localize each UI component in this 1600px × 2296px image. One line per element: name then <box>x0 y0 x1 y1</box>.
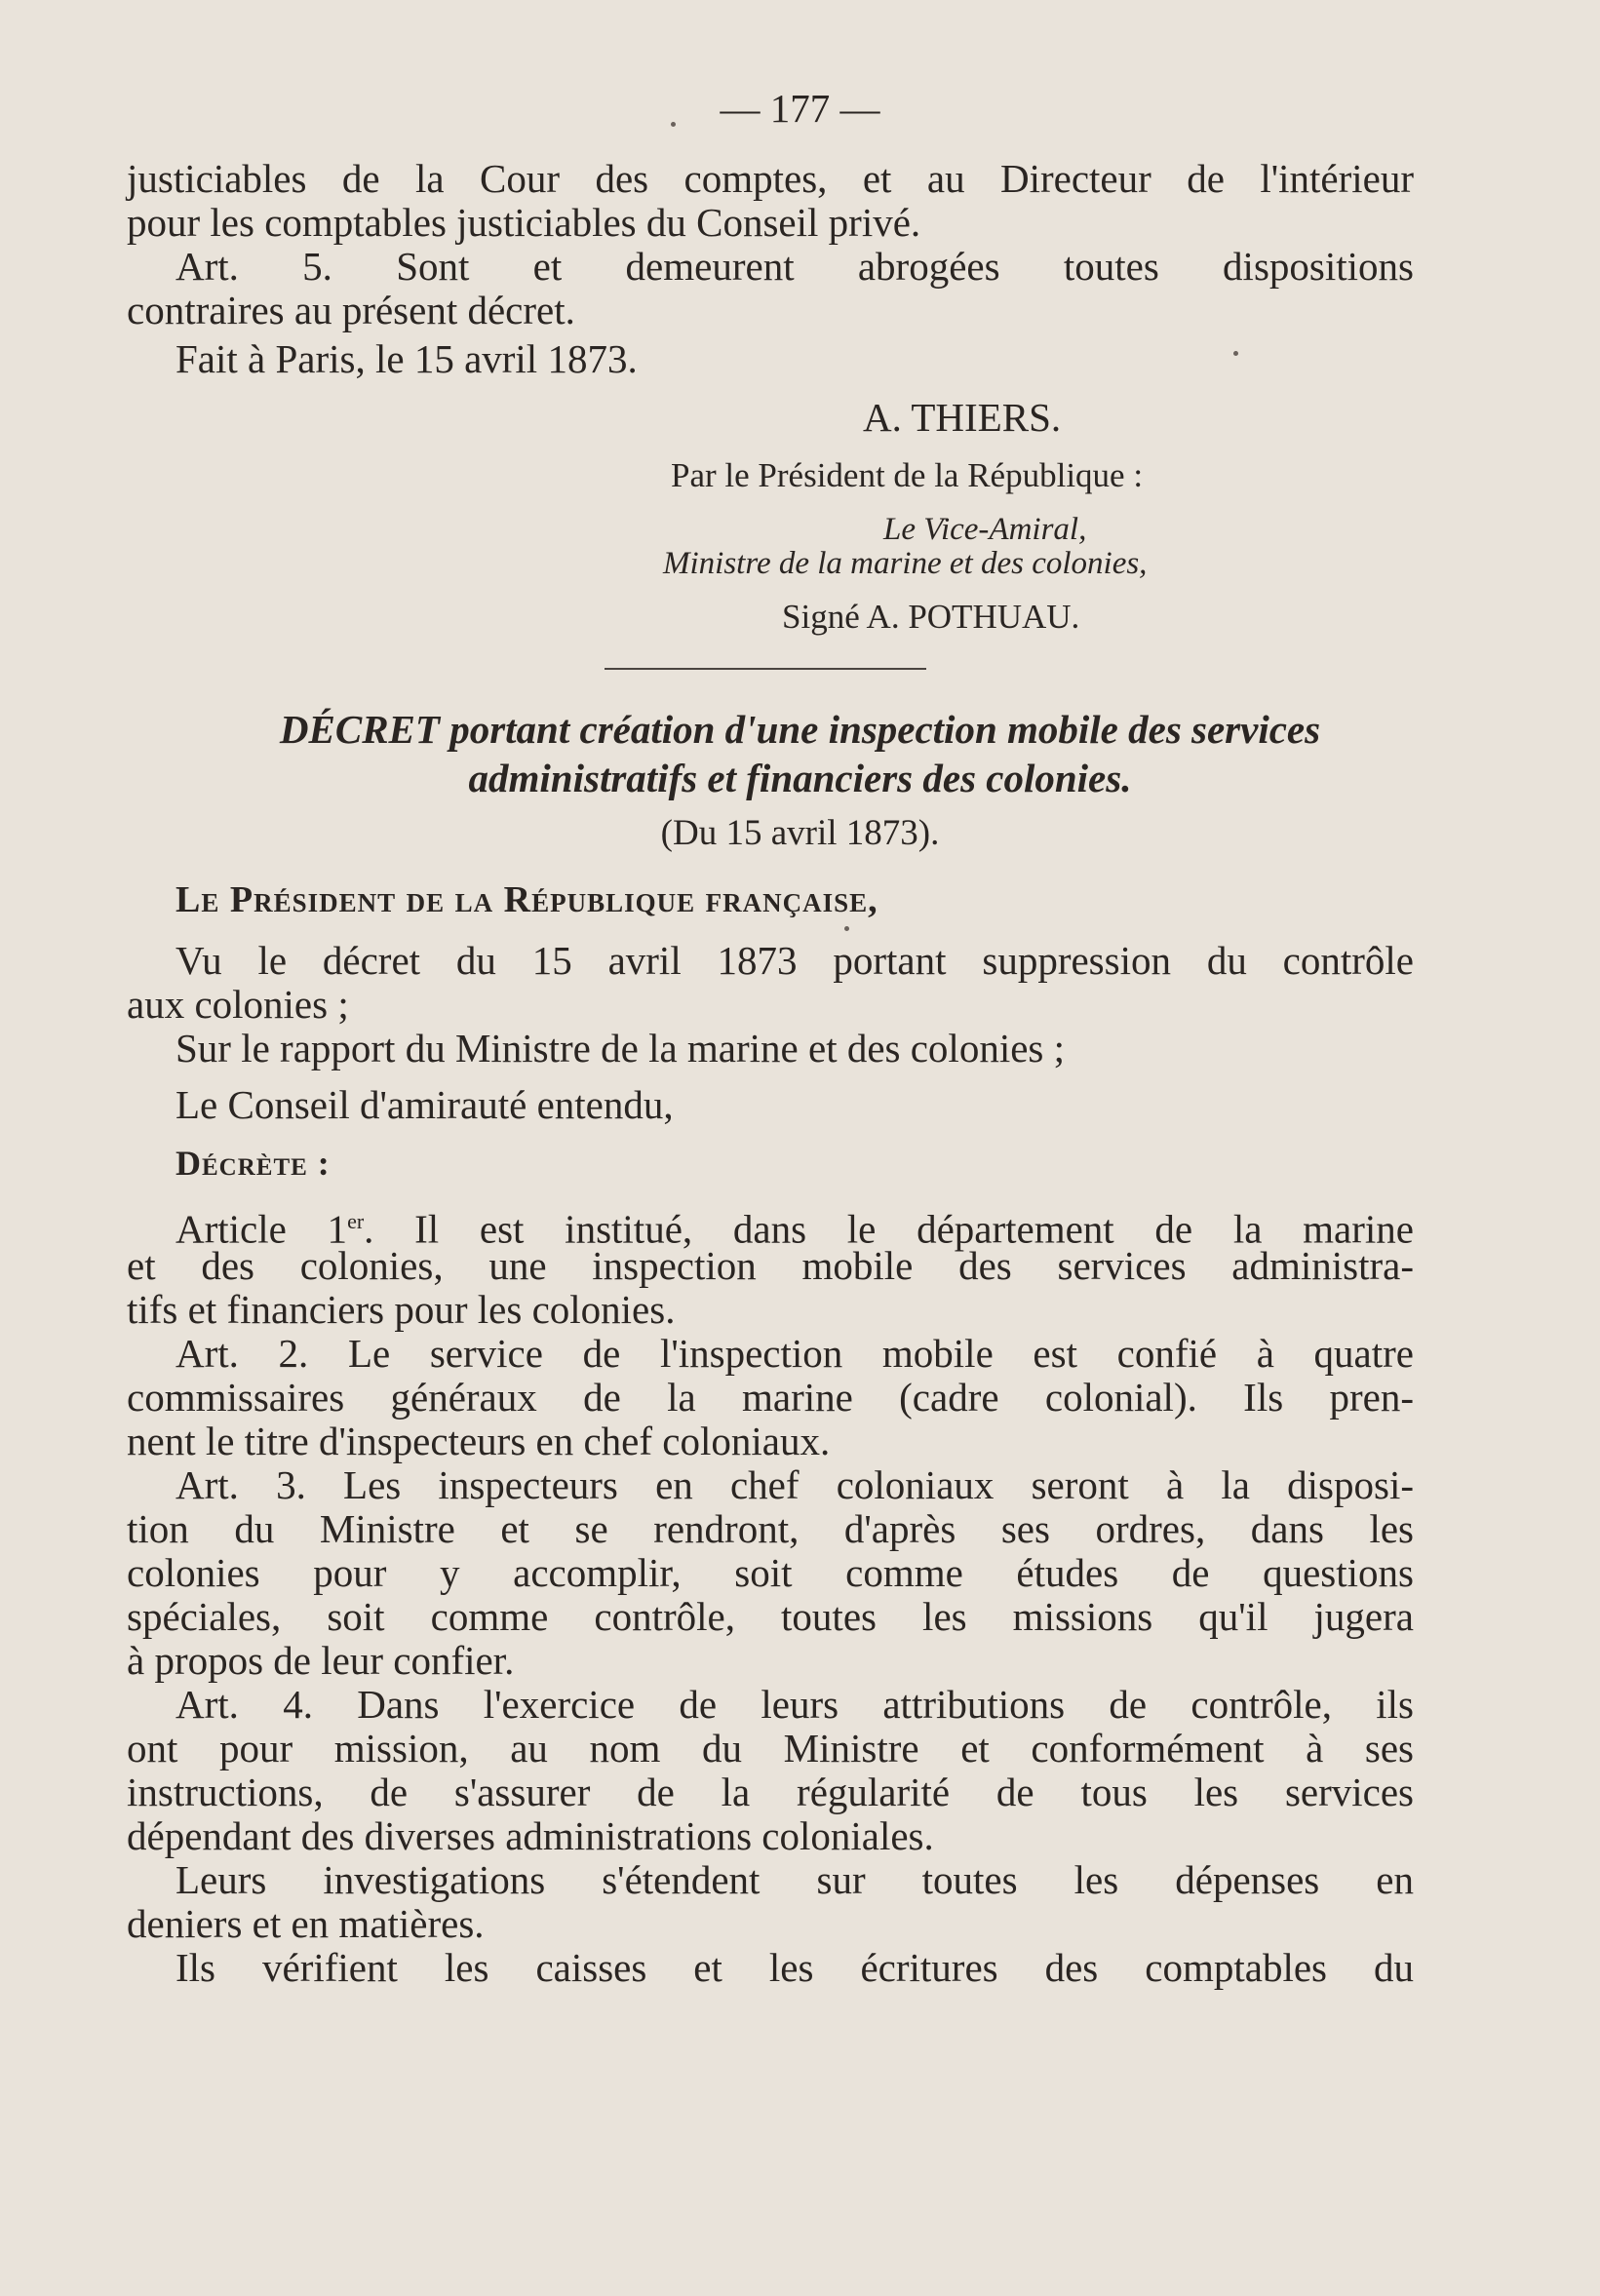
date-place: Fait à Paris, le 15 avril 1873. <box>176 336 638 381</box>
par-le-president: Par le Président de la République : <box>671 456 1144 494</box>
article-3-line: Art. 3. Les inspecteurs en chef coloniaux seront à la disposi- <box>176 1462 1414 1507</box>
text-line: tion du Ministre et se rendront, d'après ses ordres, dans les <box>127 1506 1414 1551</box>
text-line: à propos de leur confier. <box>127 1638 515 1683</box>
text-line: commissaires généraux de la marine (cadre colonial). Ils pren- <box>127 1375 1414 1420</box>
article-1-prefix: Article 1 <box>176 1206 348 1252</box>
speck <box>844 926 849 931</box>
decree-title-rest: portant création d'une inspection mobile des services <box>439 707 1321 752</box>
text-line: pour les comptables justiciables du Conseil privé. <box>127 200 921 245</box>
text-line: instructions, de s'assurer de la régularité de tous les services <box>127 1770 1414 1814</box>
text-line: et des colonies, une inspection mobile des services administra- <box>127 1243 1414 1288</box>
conseil-line: Le Conseil d'amirauté entendu, <box>176 1082 674 1127</box>
text-line: ont pour mission, au nom du Ministre et conformément à ses <box>127 1726 1414 1771</box>
article-1-rest: . Il est institué, dans le département de la marine <box>364 1206 1414 1252</box>
text-line: dépendant des diverses administrations coloniales. <box>127 1813 934 1858</box>
text-line: colonies pour y accomplir, soit comme études de questions <box>127 1550 1414 1595</box>
decree-title-line2: administratifs et financiers des colonies. <box>468 756 1132 800</box>
text-line: aux colonies ; <box>127 982 349 1027</box>
text-line: contraires au présent décret. <box>127 288 575 332</box>
speck <box>671 122 676 127</box>
speck <box>1233 351 1238 356</box>
title-ministre: Ministre de la marine et des colonies, <box>663 546 1148 581</box>
text-line: nent le titre d'inspecteurs en chef coloniaux. <box>127 1419 831 1463</box>
signature-president: A. THIERS. <box>863 395 1062 440</box>
investigations-line: Leurs investigations s'étendent sur toutes les dépenses en <box>176 1857 1414 1902</box>
vu-line: Vu le décret du 15 avril 1873 portant suppression du contrôle <box>176 938 1414 983</box>
signed-pothuau: Signé A. POTHUAU. <box>782 598 1080 636</box>
article-2-line: Art. 2. Le service de l'inspection mobile est confié à quatre <box>176 1331 1414 1376</box>
title-vice-amiral: Le Vice-Amiral, <box>883 512 1087 547</box>
text-line: spéciales, soit comme contrôle, toutes les missions qu'il jugera <box>127 1594 1414 1639</box>
decree-title-strong: DÉCRET <box>279 707 440 752</box>
article-5-line: Art. 5. Sont et demeurent abrogées toutes dispositions <box>176 244 1414 289</box>
text-line: deniers et en matières. <box>127 1901 485 1946</box>
separator-rule <box>605 668 926 670</box>
page-number: — 177 — <box>720 86 880 131</box>
president-line: Le Président de la République française, <box>176 879 878 920</box>
article-1-sup: er <box>347 1209 365 1233</box>
text-line: tifs et financiers pour les colonies. <box>127 1287 676 1332</box>
sur-line: Sur le rapport du Ministre de la marine et des colonies ; <box>176 1026 1066 1070</box>
decrete-line: Décrète : <box>176 1144 331 1183</box>
text-line: justiciables de la Cour des comptes, et au Directeur de l'intérieur <box>127 156 1414 201</box>
decree-date: (Du 15 avril 1873). <box>660 813 940 853</box>
verifient-line: Ils vérifient les caisses et les écritures des comptables du <box>176 1945 1414 1990</box>
article-4-line: Art. 4. Dans l'exercice de leurs attributions de contrôle, ils <box>176 1682 1414 1727</box>
decree-title-line1 <box>0 707 1600 752</box>
